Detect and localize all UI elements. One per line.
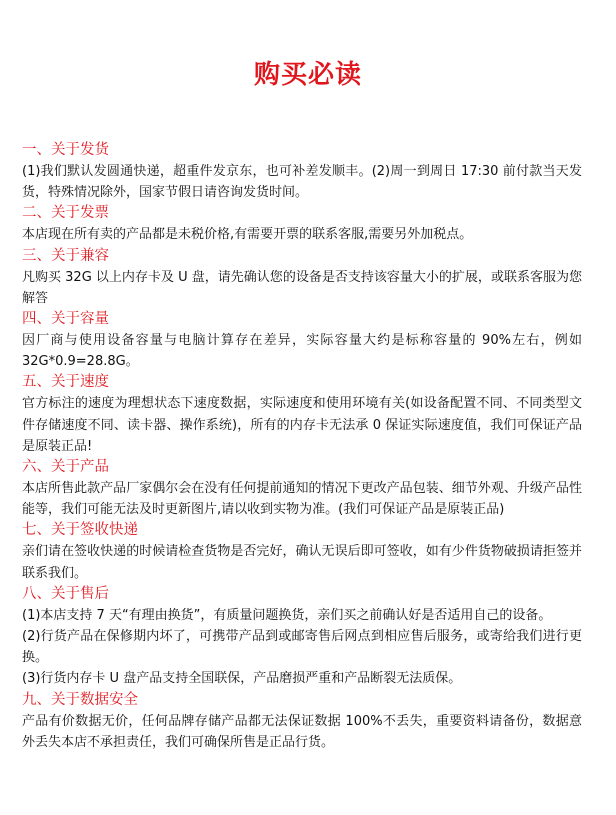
- section-paragraph: (1)我们默认发圆通快递，超重件发京东，也可补差发顺丰。(2)周一到周日 17:30 前付款当天发货，特殊情况除外，国家节假日请咨询发货时间。: [22, 164, 582, 201]
- section-product: [22, 457, 582, 520]
- section-paragraph: (1)本店支持 7 天“有理由换货”，有质量问题换货，亲们买之前确认好是否适用自己的设备。: [22, 607, 552, 623]
- section-capacity: [22, 309, 582, 372]
- section-paragraph: (3)行货内存卡 U 盘产品支持全国联保，产品磨损严重和产品断裂无法质保。: [22, 671, 462, 687]
- section-paragraph: (2)行货产品在保修期内坏了，可携带产品到或邮寄售后网点到相应售后服务，或寄给我们进行更换。: [22, 629, 582, 666]
- page-title: 购买必读: [253, 60, 362, 90]
- section-heading: 八、关于售后: [22, 585, 109, 602]
- section-paragraph: 因厂商与使用设备容量与电脑计算存在差异，实际容量大约是标称容量的 90%左右，例如 32G*0.9=28.8G。: [22, 333, 582, 370]
- section-paragraph: 产品有价数据无价，任何品牌存储产品都无法保证数据 100%不丢失，重要资料请备份，数据意外丢失本店不承担责任，我们可确保所售是正品行货。: [22, 713, 582, 750]
- section-paragraph: 凡购买 32G 以上内存卡及 U 盘，请先确认您的设备是否支持该容量大小的扩展，或联系客服为您解答: [22, 269, 582, 306]
- section-heading: 二、关于发票: [22, 205, 109, 222]
- section-invoice: [22, 203, 582, 245]
- section-data-safety: [22, 690, 582, 753]
- section-heading: 五、关于速度: [22, 374, 109, 391]
- section-heading: 六、关于产品: [22, 459, 109, 476]
- section-delivery-receipt: [22, 520, 582, 583]
- section-compatibility: [22, 246, 582, 309]
- section-paragraph: 官方标注的速度为理想状态下速度数据，实际速度和使用环境有关(如设备配置不同、不同类型文件存储速度不同、读卡器、操作系统)，所有的内存卡无法承 0 保证实际速度值，我们可保证产品是原装正品!: [22, 396, 582, 454]
- section-after-sales: [22, 584, 582, 690]
- section-heading: 一、关于发货: [22, 142, 109, 158]
- section-heading: 七、关于签收快递: [22, 522, 138, 539]
- section-paragraph: 本店现在所有卖的产品都是未税价格,有需要开票的联系客服,需要另外加税点。: [22, 227, 473, 243]
- section-paragraph: 本店所售此款产品厂家偶尔会在没有任何提前通知的情况下更改产品包装、细节外观、升级产品性能等，我们可能无法及时更新图片,请以收到实物为准。(我们可保证产品是原装正品): [22, 481, 582, 518]
- section-shipping: [22, 140, 582, 203]
- section-heading: 三、关于兼容: [22, 247, 109, 264]
- notice-body: [22, 140, 582, 753]
- section-heading: 九、关于数据安全: [22, 691, 138, 708]
- section-heading: 四、关于容量: [22, 311, 109, 328]
- section-speed: [22, 372, 582, 457]
- section-paragraph: 亲们请在签收快递的时候请检查货物是否完好，确认无误后即可签收，如有少件货物破损请拒签并联系我们。: [22, 544, 582, 581]
